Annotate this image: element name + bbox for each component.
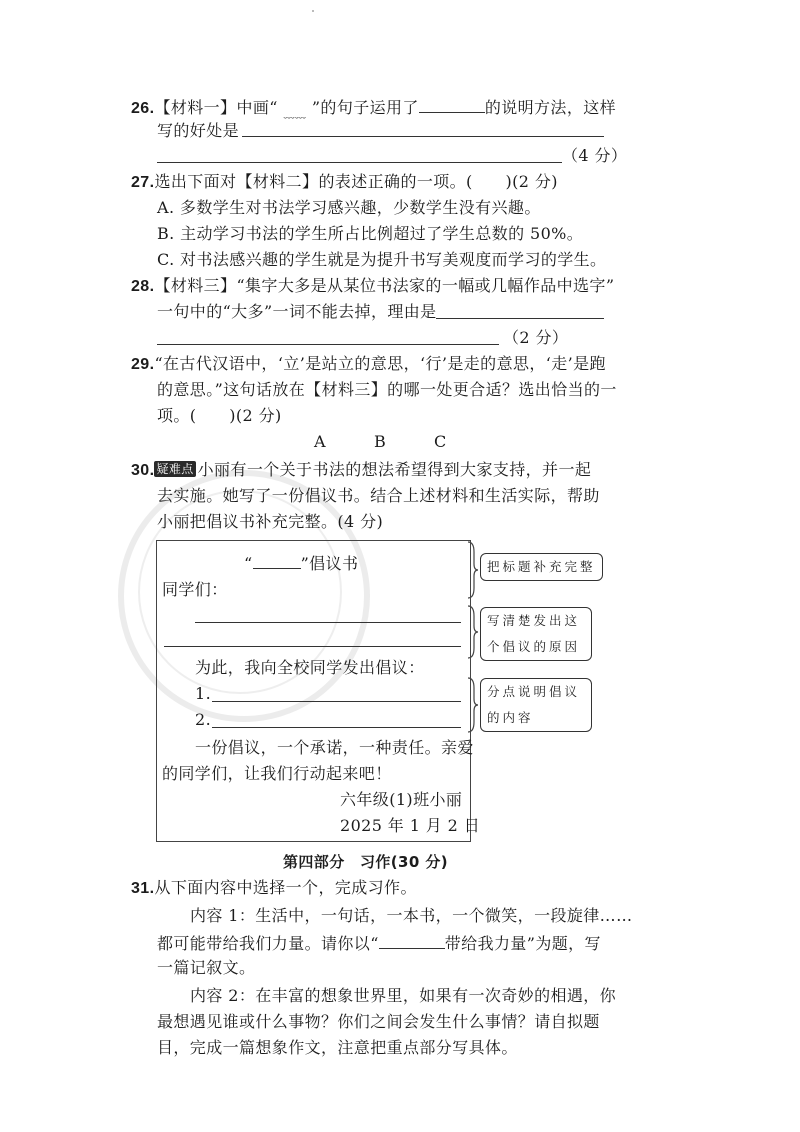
letter-closing-2: 的同学们，让我们行动起来吧！ bbox=[162, 764, 392, 783]
q31-content1-line1: 内容 1：生活中，一句话，一本书，一个微笑，一段旋律…… bbox=[190, 906, 633, 925]
question-number: 30. bbox=[131, 462, 155, 479]
item-1-line[interactable] bbox=[212, 701, 461, 702]
letter-intro: 为此，我向全校同学发出倡议： bbox=[195, 658, 425, 677]
section-heading: 第四部分 习作(30 分) bbox=[283, 853, 449, 871]
letter-item-1: 1. bbox=[195, 684, 212, 703]
answer-line[interactable] bbox=[157, 344, 499, 345]
q31-content2-line1: 内容 2：在丰富的想象世界里，如果有一次奇妙的相遇，你 bbox=[190, 986, 617, 1005]
letter-title: “ ”倡议书 bbox=[244, 550, 358, 576]
answer-line[interactable] bbox=[436, 318, 604, 319]
q29-choice-a[interactable]: A bbox=[314, 432, 326, 451]
q31-content2-line3: 目，完成一篇想象作文，注意把重点部分写具体。 bbox=[157, 1038, 518, 1057]
q27-option-c: C. 对书法感兴趣的学生就是为提升书写美观度而学习的学生。 bbox=[157, 250, 607, 269]
q31-content2-line2: 最想遇见谁或什么事物？你们之间会发生什么事情？请自拟题 bbox=[157, 1012, 600, 1031]
q30-line1: 30. 疑难点 小丽有一个关于书法的想法希望得到大家支持，并一起 bbox=[131, 460, 592, 479]
reason-line-2[interactable] bbox=[164, 646, 461, 647]
letter-greeting: 同学们： bbox=[162, 580, 228, 599]
brace-title bbox=[466, 540, 480, 600]
q27-option-b: B. 主动学习书法的学生所占比例超过了学生总数的 50%。 bbox=[157, 224, 584, 243]
note-title-hint: 把标题补充完整 bbox=[480, 553, 603, 581]
note-reason-hint: 写清楚发出这 个倡议的原因 bbox=[480, 607, 592, 661]
q29-line1: 29.“在古代汉语中，‘立’是站立的意思，‘行’是走的意思，‘走’是跑 bbox=[131, 354, 606, 373]
question-number: 29. bbox=[131, 356, 155, 373]
q31-content1-line2: 都可能带给我们力量。请你以“ 带给我力量”为题，写 bbox=[157, 930, 601, 956]
item-2-line[interactable] bbox=[212, 727, 461, 728]
answer-line[interactable] bbox=[242, 136, 604, 137]
letter-item-2: 2. bbox=[195, 710, 212, 729]
q29-line2: 的意思。”这句话放在【材料三】的哪一处更合适？选出恰当的一 bbox=[157, 380, 617, 399]
brace-reason bbox=[466, 604, 480, 660]
letter-date: 2025 年 1 月 2 日 bbox=[340, 816, 481, 835]
q31-content1-line3: 一篇记叙文。 bbox=[157, 958, 256, 977]
letter-signer: 六年级(1)班小丽 bbox=[340, 790, 463, 809]
q28-line2: 一句中的“大多”一词不能去掉，理由是 bbox=[157, 302, 437, 321]
q28-score: （2 分） bbox=[503, 328, 569, 347]
reason-line-1[interactable] bbox=[195, 622, 461, 623]
title-blank[interactable] bbox=[253, 550, 301, 569]
question-number: 26. bbox=[131, 100, 155, 117]
q26-score: （4 分） bbox=[562, 146, 628, 165]
difficulty-badge: 疑难点 bbox=[156, 462, 194, 476]
brace-content bbox=[466, 676, 480, 734]
question-number: 27. bbox=[131, 174, 155, 191]
q26-line1: 26.【材料一】中画“ ﹏﹏ ”的句子运用了 的说明方法，这样 bbox=[131, 94, 616, 121]
q26-line2: 写的好处是 bbox=[157, 121, 240, 140]
scan-speck bbox=[312, 10, 314, 12]
q29-line3: 项。( )(2 分) bbox=[157, 406, 282, 425]
q27-stem: 27.选出下面对【材料二】的表述正确的一项。( )(2 分) bbox=[131, 172, 558, 191]
essay-title-blank[interactable] bbox=[379, 930, 445, 949]
q27-option-a: A. 多数学生对书法学习感兴趣，少数学生没有兴趣。 bbox=[157, 198, 541, 217]
q29-choice-b[interactable]: B bbox=[374, 432, 387, 451]
q28-line1: 28.【材料三】“集字大多是从某位书法家的一幅或几幅作品中选字” bbox=[131, 276, 615, 295]
letter-closing-1: 一份倡议，一个承诺，一种责任。亲爱 bbox=[195, 738, 474, 757]
answer-line[interactable] bbox=[157, 162, 562, 163]
question-number: 28. bbox=[131, 278, 155, 295]
q30-line2: 去实施。她写了一份倡议书。结合上述材料和生活实际，帮助 bbox=[157, 486, 600, 505]
question-number: 31. bbox=[131, 880, 155, 897]
wavy-underline-mark: ﹏﹏ bbox=[283, 107, 307, 120]
q31-stem: 31.从下面内容中选择一个，完成习作。 bbox=[131, 878, 417, 897]
q29-choice-c[interactable]: C bbox=[434, 432, 447, 451]
note-content-hint: 分点说明倡议 的内容 bbox=[480, 678, 592, 732]
answer-blank[interactable] bbox=[419, 94, 485, 113]
q30-line3: 小丽把倡议书补充完整。(4 分) bbox=[157, 512, 384, 531]
